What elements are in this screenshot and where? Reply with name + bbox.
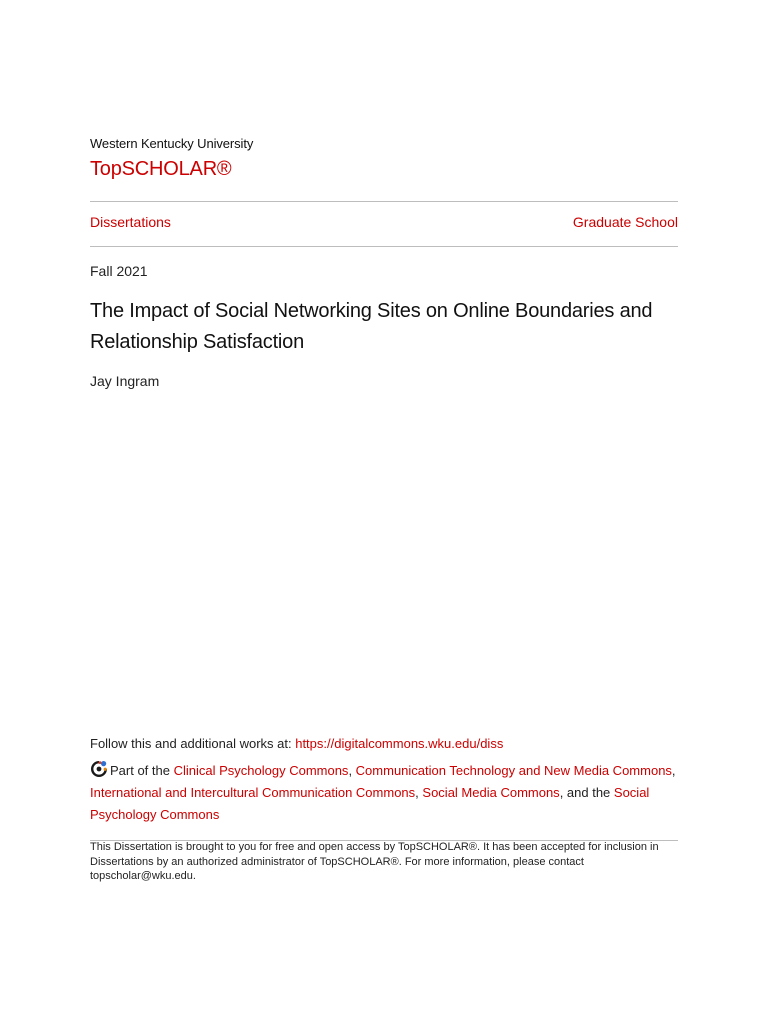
part-of-prefix: Part of the — [110, 763, 174, 778]
institution-name: Western Kentucky University — [90, 136, 254, 151]
document-title: The Impact of Social Networking Sites on Online Boundaries and Relationship Satisfaction — [90, 300, 653, 353]
follow-prefix: Follow this and additional works at: — [90, 736, 296, 751]
commons-separator: , — [348, 763, 356, 778]
publication-date: Fall 2021 — [90, 263, 148, 279]
network-icon — [90, 760, 108, 778]
collection-url-link[interactable]: https://digitalcommons.wku.edu/diss — [295, 736, 504, 751]
part-of-commons — [90, 760, 678, 826]
cover-page — [90, 0, 678, 1024]
author-name: Jay Ingram — [90, 373, 160, 389]
repository-link[interactable]: TopSCHOLAR® — [90, 158, 232, 180]
dissertations-link[interactable]: Dissertations — [90, 214, 171, 230]
communication-technology-commons-link[interactable]: Communication Technology and New Media Commons — [355, 763, 672, 778]
nav-divider — [90, 246, 678, 247]
commons-separator: , — [671, 763, 676, 778]
commons-separator: , — [415, 785, 423, 800]
top-divider — [90, 201, 678, 202]
intercultural-communication-commons-link[interactable]: International and Intercultural Communication Commons — [90, 785, 416, 800]
follow-line — [90, 736, 503, 751]
graduate-school-link[interactable]: Graduate School — [572, 214, 678, 230]
social-media-commons-link[interactable]: Social Media Commons — [422, 785, 560, 800]
clinical-psychology-commons-link[interactable]: Clinical Psychology Commons — [173, 763, 349, 778]
social-psychology-commons-link[interactable]: Social Psychology Commons — [90, 785, 650, 822]
access-notice: This Dissertation is brought to you for free and open access by TopSCHOLAR®. It has been accepted for inclusion in Dissertations by an authorized administrator of TopSCHOLAR®. For more information, please contact topscholar@wku.edu. — [90, 841, 659, 882]
commons-and-the: , and the — [559, 785, 614, 800]
